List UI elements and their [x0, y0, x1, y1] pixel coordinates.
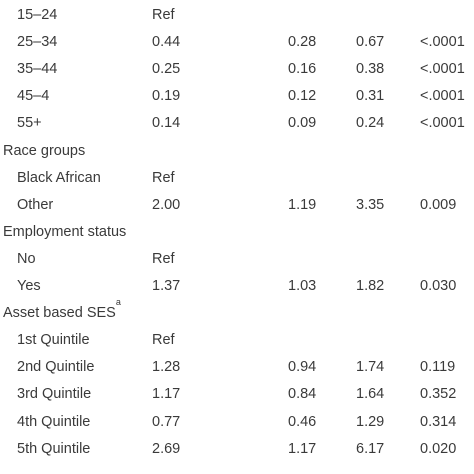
row-label-text: 25–34 [17, 34, 58, 51]
p-value-cell: <.0001 [420, 61, 465, 78]
row-label [17, 409, 90, 436]
group-label [3, 219, 126, 246]
row-label-text: Asset based SES [3, 305, 116, 322]
p-value-cell: 0.030 [420, 278, 457, 294]
ci-upper-cell: 6.17 [356, 440, 385, 457]
p-value-cell: 0.020 [420, 440, 457, 457]
ci-upper-cell: 0.38 [356, 61, 385, 78]
ci-lower-cell: 0.16 [288, 61, 317, 78]
odds-ratio-cell: 2.00 [152, 196, 181, 213]
row-label-text: Other [17, 196, 54, 213]
row-label [17, 436, 90, 463]
ci-lower-cell: 1.17 [288, 440, 317, 457]
group-header-row [0, 297, 474, 327]
table-row [0, 165, 474, 192]
row-label-text: Yes [17, 278, 41, 294]
ci-lower-cell: 0.09 [288, 115, 317, 132]
odds-ratio-cell: Ref [152, 7, 175, 23]
row-label-text: 15–24 [17, 7, 58, 23]
table-row [0, 110, 474, 137]
row-label-text: 2nd Quintile [17, 359, 95, 376]
ci-lower-cell: 0.84 [288, 386, 317, 403]
odds-ratio-cell: 1.28 [152, 359, 181, 376]
ci-upper-cell: 0.31 [356, 88, 385, 105]
table-row [0, 2, 474, 29]
row-label-text: 35–44 [17, 61, 58, 78]
p-value-cell: 0.352 [420, 386, 457, 403]
row-label [17, 192, 53, 219]
row-label [17, 110, 42, 137]
row-label-text: 3rd Quintile [17, 386, 92, 403]
table-row [0, 327, 474, 354]
odds-ratio-cell: 1.37 [152, 278, 181, 294]
table-row [0, 83, 474, 110]
p-value-cell: 0.009 [420, 196, 457, 213]
table-row [0, 354, 474, 381]
odds-ratio-cell: 2.69 [152, 440, 181, 457]
ci-upper-cell: 1.64 [356, 386, 385, 403]
p-value-cell: 0.119 [420, 359, 456, 376]
row-label-text: Employment status [3, 223, 127, 240]
row-label [17, 165, 101, 192]
p-value-cell: <.0001 [420, 34, 465, 51]
row-label-text: 4th Quintile [17, 413, 91, 430]
ci-upper-cell: 1.74 [356, 359, 385, 376]
ci-lower-cell: 0.94 [288, 359, 317, 376]
ci-upper-cell: 1.29 [356, 413, 385, 430]
row-label [17, 354, 94, 381]
table-row [0, 29, 474, 56]
p-value-cell: <.0001 [420, 88, 465, 105]
row-label [17, 29, 57, 56]
row-label-text: 45–4 [17, 88, 50, 105]
table-row [0, 436, 474, 463]
table-row [0, 409, 474, 436]
table-row [0, 246, 474, 273]
odds-ratio-cell: 0.19 [152, 88, 181, 105]
table-row [0, 273, 474, 300]
row-label [17, 2, 57, 29]
row-label [17, 83, 49, 110]
odds-ratio-cell: 0.44 [152, 34, 181, 51]
row-label-text: 55+ [17, 115, 42, 132]
odds-ratio-cell: Ref [152, 250, 175, 267]
table-row [0, 381, 474, 408]
footnote-marker: a [115, 297, 121, 308]
ci-lower-cell: 1.19 [288, 196, 317, 213]
odds-ratio-cell: 0.77 [152, 413, 181, 430]
odds-ratio-cell: Ref [152, 332, 175, 349]
ci-upper-cell: 1.82 [356, 278, 385, 294]
row-label-text: Race groups [3, 142, 86, 159]
row-label-text: Black African [17, 169, 101, 186]
row-label [17, 246, 36, 273]
odds-ratio-cell: 1.17 [152, 386, 181, 403]
group-label [3, 138, 85, 165]
odds-ratio-cell: 0.14 [152, 115, 181, 132]
group-header-row [0, 219, 474, 246]
row-label-text: No [17, 250, 36, 267]
ci-upper-cell: 0.67 [356, 34, 385, 51]
group-label [3, 297, 121, 327]
ci-lower-cell: 0.12 [288, 88, 317, 105]
row-label [17, 327, 90, 354]
table-row [0, 56, 474, 83]
row-label [17, 56, 57, 83]
row-label-text: 1st Quintile [17, 332, 90, 349]
odds-ratio-cell: Ref [152, 169, 175, 186]
row-label [17, 273, 41, 300]
p-value-cell: <.0001 [420, 115, 465, 132]
odds-ratio-cell: 0.25 [152, 61, 181, 78]
ci-upper-cell: 3.35 [356, 196, 385, 213]
ci-lower-cell: 0.46 [288, 413, 317, 430]
row-label-text: 5th Quintile [17, 440, 91, 457]
ci-upper-cell: 0.24 [356, 115, 385, 132]
row-label [17, 381, 91, 408]
group-header-row [0, 138, 474, 165]
table-row [0, 192, 474, 219]
p-value-cell: 0.314 [420, 413, 457, 430]
ci-lower-cell: 1.03 [288, 278, 317, 294]
ci-lower-cell: 0.28 [288, 34, 317, 51]
